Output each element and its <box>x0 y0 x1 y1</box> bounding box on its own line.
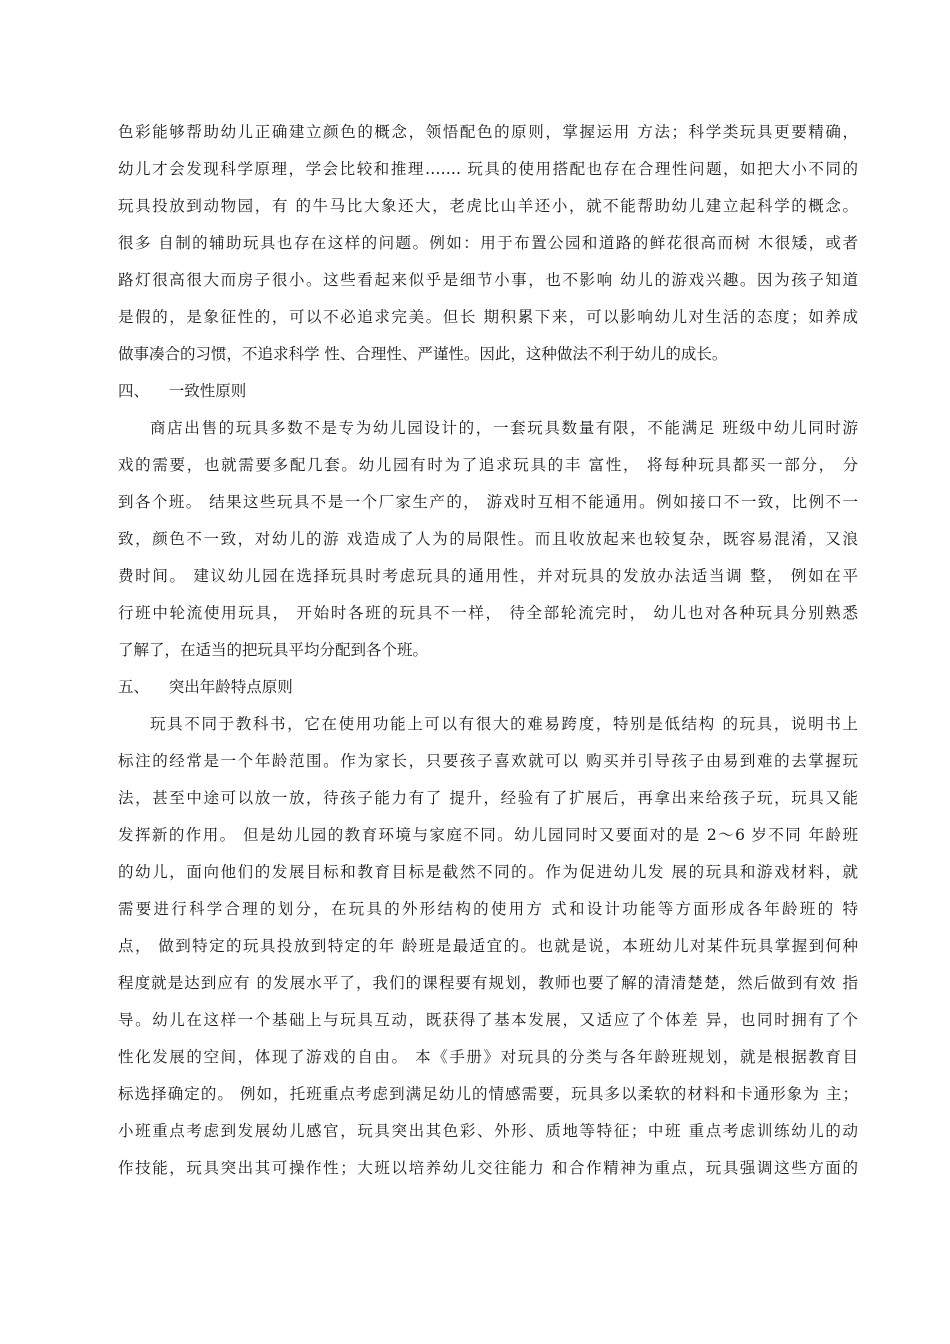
paragraph-line: 是假的，是象征性的，可以不必追求完美。但长 期积累下来，可以影响幼儿对生活的态度；如养成 <box>118 308 858 326</box>
body-text <box>118 114 858 1187</box>
paragraph-line: 做事凑合的习惯，不追求科学 性、合理性、严谨性。因此，这种做法不利于幼儿的成长。 <box>118 345 728 363</box>
section-heading: 四、 一致性原则 <box>118 382 247 400</box>
paragraph-line: 程度就是达到应有 的发展水平了，我们的课程要有规划，教师也要了解的清清楚楚，然后做到有效 指 <box>118 974 858 992</box>
paragraph-line: 费时间。 建议幼儿园在选择玩具时考虑玩具的通用性，并对玩具的发放办法适当调 整， 例如在平 <box>118 567 858 585</box>
paragraph-line: 的幼儿，面向他们的发展目标和教育目标是截然不同的。作为促进幼儿发 展的玩具和游戏材料，就 <box>118 863 858 881</box>
paragraph-line: 标注的经常是一个年龄范围。作为家长，只要孩子喜欢就可以 购买并引导孩子由易到难的去掌握玩 <box>118 752 858 770</box>
paragraph-line: 戏的需要，也就需要多配几套。幼儿园有时为了追求玩具的丰 富性， 将每种玩具都买一部分， 分 <box>118 456 858 474</box>
paragraph-line: 法，甚至中途可以放一放，待孩子能力有了 提升，经验有了扩展后，再拿出来给孩子玩，玩具又能 <box>118 789 858 807</box>
paragraph-line: 商店出售的玩具多数不是专为幼儿园设计的，一套玩具数量有限，不能满足 班级中幼儿同时游 <box>150 419 858 437</box>
paragraph-line: 标选择确定的。 例如，托班重点考虑到满足幼儿的情感需要，玩具多以柔软的材料和卡通形象为 主； <box>118 1085 858 1103</box>
paragraph-line: 幼儿才会发现科学原理，学会比较和推理……. 玩具的使用搭配也存在合理性问题，如把大小不同的 <box>118 160 858 178</box>
paragraph-line: 导。幼儿在这样一个基础上与玩具互动，既获得了基本发展，又适应了个体差 异，也同时拥有了个 <box>118 1011 858 1029</box>
paragraph-line: 玩具投放到动物园，有 的牛马比大象还大，老虎比山羊还小，就不能帮助幼儿建立起科学的概念。 <box>118 197 858 215</box>
paragraph-line: 点， 做到特定的玩具投放到特定的年 龄班是最适宜的。也就是说，本班幼儿对某件玩具掌握到何种 <box>118 937 858 955</box>
paragraph-line: 致，颜色不一致，对幼儿的游 戏造成了人为的局限性。而且收放起来也较复杂，既容易混淆，又浪 <box>118 530 858 548</box>
paragraph-line: 很多 自制的辅助玩具也存在这样的问题。例如：用于布置公园和道路的鲜花很高而树 木很矮，或者 <box>118 234 858 252</box>
paragraph-line: 色彩能够帮助幼儿正确建立颜色的概念，领悟配色的原则，掌握运用 方法；科学类玩具更要精确， <box>118 123 858 141</box>
paragraph-line: 路灯很高很大而房子很小。这些看起来似乎是细节小事，也不影响 幼儿的游戏兴趣。因为孩子知道 <box>118 271 858 289</box>
section-heading: 五、 突出年龄特点原则 <box>118 678 293 696</box>
paragraph-line: 发挥新的作用。 但是幼儿园的教育环境与家庭不同。幼儿园同时又要面对的是 2～6 岁不同 年龄班 <box>118 826 858 844</box>
paragraph-line: 行班中轮流使用玩具， 开始时各班的玩具不一样， 待全部轮流完时， 幼儿也对各种玩具分别熟悉 <box>118 604 858 622</box>
paragraph-line: 需要进行科学合理的划分，在玩具的外形结构的使用方 式和设计功能等方面形成各年龄班的 特 <box>118 900 858 918</box>
paragraph-line: 性化发展的空间，体现了游戏的自由。 本《手册》对玩具的分类与各年龄班规划，就是根据教育目 <box>118 1048 858 1066</box>
paragraph-line: 了解了，在适当的把玩具平均分配到各个班。 <box>118 641 429 659</box>
paragraph-line: 玩具不同于教科书，它在使用功能上可以有很大的难易跨度，特别是低结构 的玩具，说明书上 <box>150 715 858 733</box>
paragraph-line: 小班重点考虑到发展幼儿感官，玩具突出其色彩、外形、质地等特征；中班 重点考虑训练幼儿的动 <box>118 1122 858 1140</box>
paragraph-line: 到各个班。 结果这些玩具不是一个厂家生产的， 游戏时互相不能通用。例如接口不一致，比例不一 <box>118 493 858 511</box>
paragraph-line: 作技能，玩具突出其可操作性；大班以培养幼儿交往能力 和合作精神为重点，玩具强调这些方面的 <box>118 1159 858 1177</box>
